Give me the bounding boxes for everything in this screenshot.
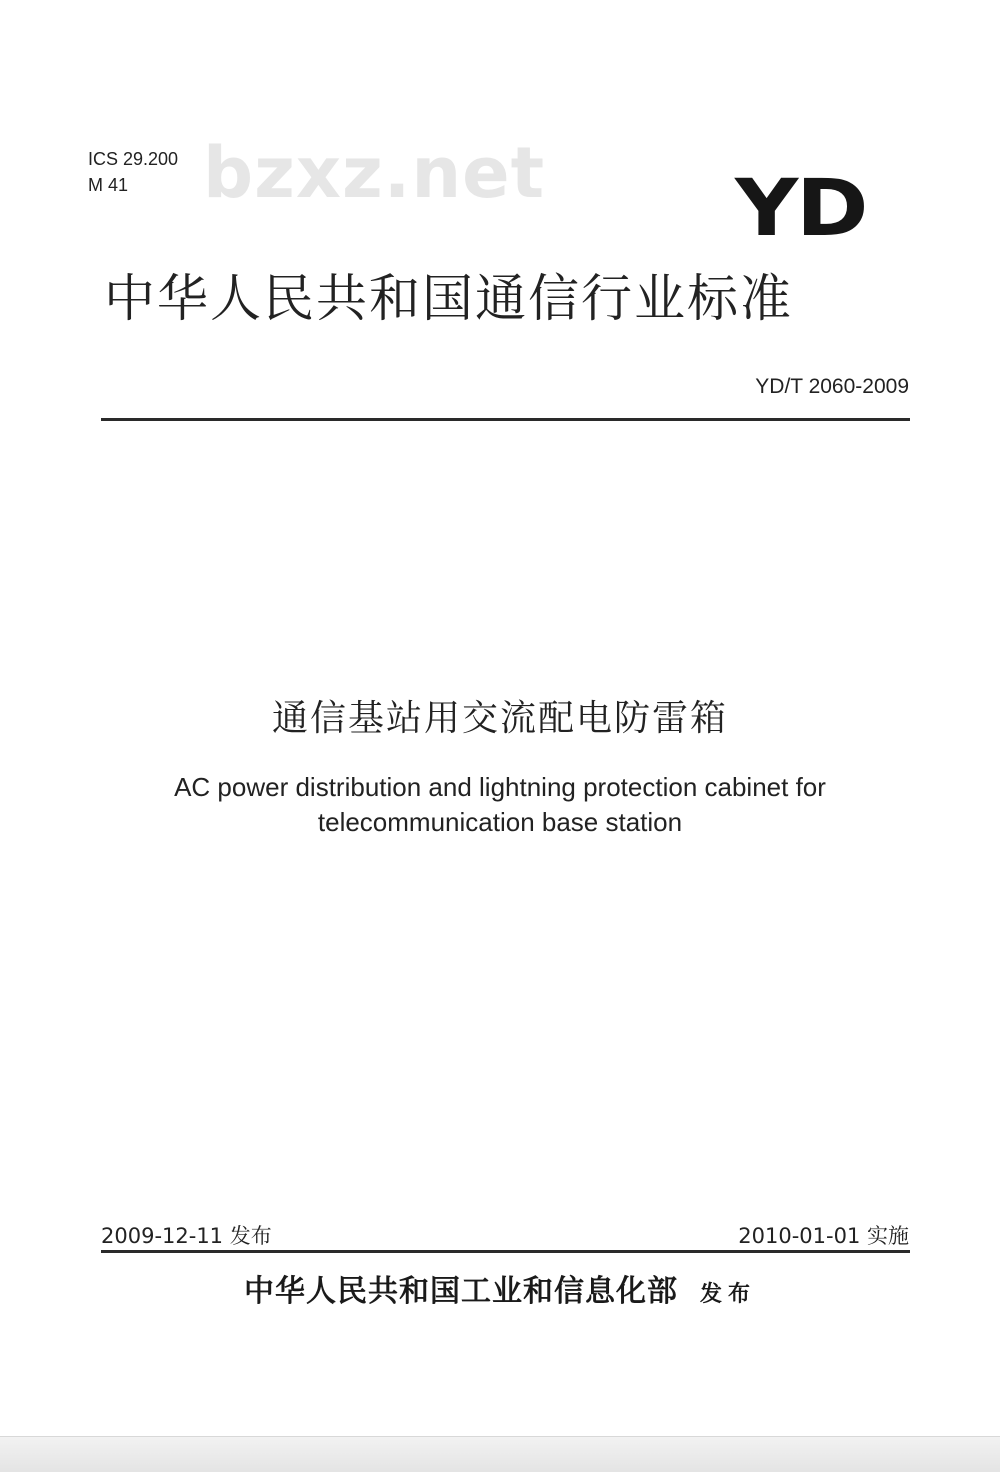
standard-number: YD/T 2060-2009 [755, 375, 909, 398]
page-bottom-bar [0, 1436, 1000, 1472]
title-en-line-1: AC power distribution and lightning protection cabinet for [174, 772, 826, 802]
issuer-line [0, 1266, 1000, 1310]
watermark: bzxz.net [203, 132, 546, 214]
top-divider [101, 418, 910, 421]
classification-code: M 41 [88, 175, 129, 195]
issue-date: 2009-12-11 发布 [101, 1224, 272, 1248]
title-en-line-2: telecommunication base station [317, 807, 683, 837]
issuer-suffix: 发布 [699, 1282, 756, 1307]
classification-codes [88, 146, 178, 198]
standard-title: 中华人民共和国通信行业标准 [104, 270, 794, 329]
bottom-divider [101, 1250, 910, 1253]
implementation-date: 2010-01-01 实施 [738, 1224, 909, 1248]
document-title-cn: 通信基站用交流配电防雷箱 [271, 698, 728, 739]
ics-code: ICS 29.200 [88, 149, 179, 169]
yd-logo: YD [735, 164, 867, 254]
document-title-en [0, 770, 1000, 840]
issuer-name: 中华人民共和国工业和信息化部 [243, 1274, 678, 1309]
